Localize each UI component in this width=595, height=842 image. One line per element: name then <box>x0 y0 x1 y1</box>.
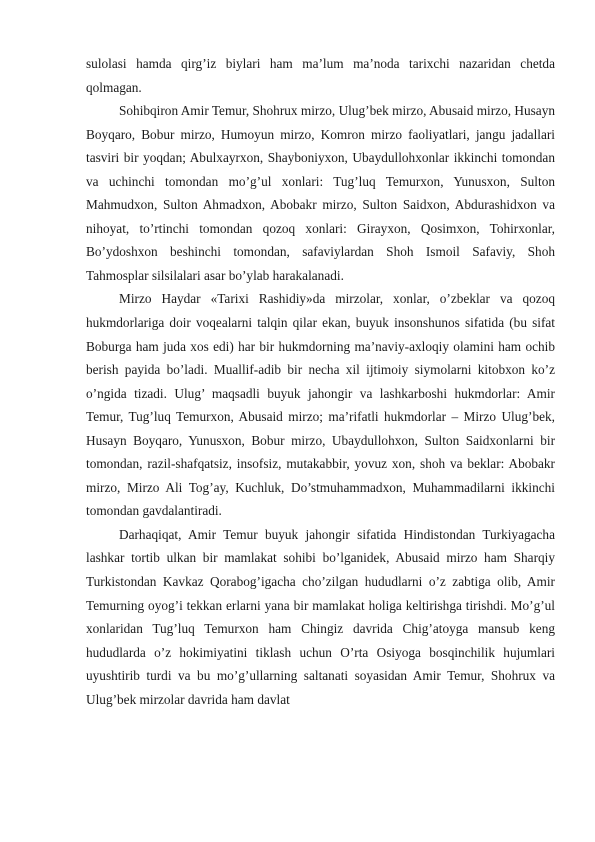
paragraph: Darhaqiqat, Amir Temur buyuk jahongir sifatida Hindistondan Turkiyagacha lashkar tortib ulkan bir mamlakat sohibi bo’lganidek, Abusaid mirzo ham Sharqiy Turkistondan Kavkaz Qorabog’igacha cho’zilgan hududlarni o’z zabtiga olib, Amir Temurning oyog’i tekkan erlarni yana bir mamlakat holiga keltirishga tirishdi. Mo’g’ul xonlaridan Tug’luq Temurxon ham Chingiz davrida Chig’atoyga mansub keng hududlarda o’z hokimiyatini tiklash uchun O’rta Osiyoga bosqinchilik hujumlari uyushtirib turdi va bu mo’g’ullarning saltanati soyasidan Amir Temur, Shohrux va Ulug’bek mirzolar davrida ham davlat <box>86 526 555 707</box>
paragraph: Mirzo Haydar «Tarixi Rashidiy»da mirzolar, xonlar, o’zbeklar va qozoq hukmdorlariga doir voqealarni talqin qilar ekan, buyuk insonshunos sifatida (bu sifat Boburga ham juda xos edi) har bir hukmdorning ma’naviy-axloqiy olamini ham ochib berish payida bo’ladi. Muallif-adib bir necha xil ijtimoiy siymolarni kitobxon ko’z o’ngida tizadi. Ulug’ maqsadli buyuk jahongir va lashkarboshi hukmdorlar: Amir Temur, Tug’luq Temurxon, Abusaid mirzo; ma’rifatli hukmdorlar – Mirzo Ulug’bek, Husayn Boyqaro, Yunusxon, Bobur mirzo, Ubaydullohxon, Sulton Saidxonlarni bir tomondan, razil-shafqatsiz, insofsiz, mutakabbir, yovuz xon, shoh va beklar: Abobakr mirzo, Mirzo Ali Tog’ay, Kuchluk, Do’stmuhammadxon, Muhammadilarni ikkinchi tomondan gavdalantiradi. <box>86 291 555 519</box>
paragraph-continuation: sulolasi hamda qirg’iz biylari ham ma’lum ma’noda tarixchi nazaridan chetda qolmagan. <box>86 56 555 95</box>
body-text <box>86 52 555 711</box>
paragraph: Sohibqiron Amir Temur, Shohrux mirzo, Ulug’bek mirzo, Abusaid mirzo, Husayn Boyqaro, Bobur mirzo, Humoyun mirzo, Komron mirzo faoliyatlari, jangu jadallari tasviri bir yoqdan; Abulxayrxon, Shayboniyxon, Ubaydullohxonlar ikkinchi tomondan va uchinchi tomondan mo’g’ul xonlari: Tug’luq Temurxon, Yunusxon, Sulton Mahmudxon, Sulton Ahmadxon, Abobakr mirzo, Sulton Saidxon, Abdurashidxon va nihoyat, to’rtinchi tomondan qozoq xonlari: Girayxon, Qosimxon, Tohirxonlar, Bo’ydoshxon beshinchi tomondan, safaviylardan Shoh Ismoil Safaviy, Shoh Tahmosplar silsilalari asar bo’ylab harakalanadi. <box>86 103 555 283</box>
